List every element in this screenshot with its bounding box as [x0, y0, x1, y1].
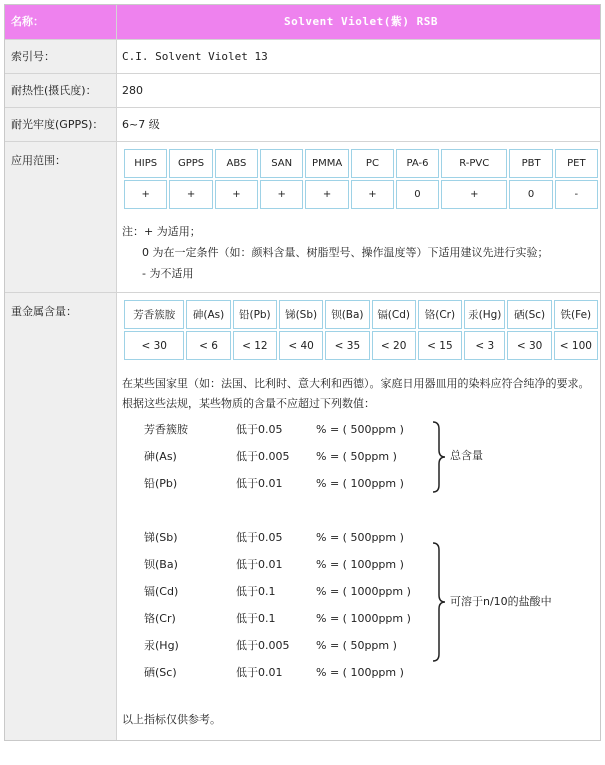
- substance-ppm: % = ( 100ppm ): [316, 477, 404, 490]
- substance-limit: 低于0.01: [236, 558, 283, 571]
- index-row: [5, 40, 600, 74]
- heavy-metals-label: 重金属含量：: [5, 293, 117, 740]
- light-row: [5, 108, 600, 142]
- metal-value-cell: < 100: [554, 331, 598, 360]
- metals-value-row: [124, 331, 598, 360]
- applications-notes: [122, 221, 600, 284]
- soluble-hcl-label: 可溶于n/10的盐酸中: [450, 595, 552, 608]
- metal-header-cell: 铬(Cr): [418, 300, 462, 329]
- index-value: C.I. Solvent Violet 13: [122, 50, 268, 63]
- brace-icon: [432, 541, 446, 663]
- metal-header-cell: 砷(As): [186, 300, 230, 329]
- app-header-cell: GPPS: [169, 149, 212, 178]
- substance-limit: 低于0.05: [236, 423, 283, 436]
- light-value: 6~7 级: [122, 118, 160, 131]
- app-header-cell: PMMA: [305, 149, 349, 178]
- applications-header-row: [124, 149, 598, 178]
- app-value-cell: +: [124, 180, 167, 209]
- substance-name: 铬(Cr): [144, 612, 176, 625]
- metal-value-cell: < 6: [186, 331, 230, 360]
- app-header-cell: PET: [555, 149, 598, 178]
- app-header-cell: ABS: [215, 149, 258, 178]
- substance-name: 钡(Ba): [144, 558, 178, 571]
- substance-name: 铅(Pb): [144, 477, 178, 490]
- substance-ppm: % = ( 50ppm ): [316, 639, 397, 652]
- metal-header-cell: 硒(Sc): [507, 300, 551, 329]
- substance-ppm: % = ( 1000ppm ): [316, 612, 411, 625]
- brace-icon: [432, 420, 446, 494]
- app-value-cell: +: [441, 180, 507, 209]
- heavy-metals-table: [122, 298, 600, 362]
- heavy-metals-row: [5, 293, 600, 740]
- metal-header-cell: 镉(Cd): [372, 300, 416, 329]
- metal-value-cell: < 3: [464, 331, 505, 360]
- app-value-cell: +: [351, 180, 394, 209]
- note-line: 0 为在一定条件（如：颜料含量、树脂型号、操作温度等）下适用建议先进行实验；: [142, 246, 549, 259]
- metal-header-cell: 芳香簇胺: [124, 300, 184, 329]
- metals-header-row: [124, 300, 598, 329]
- substance-name: 芳香簇胺: [144, 423, 188, 436]
- metal-value-cell: < 20: [372, 331, 416, 360]
- metal-header-cell: 汞(Hg): [464, 300, 505, 329]
- app-value-cell: +: [260, 180, 303, 209]
- app-value-cell: +: [215, 180, 258, 209]
- note-line: 注：+ 为适用；: [122, 225, 201, 238]
- substance-limit: 低于0.005: [236, 450, 290, 463]
- light-label: 耐光牢度(GPPS)：: [5, 108, 117, 141]
- metal-header-cell: 铁(Fe): [554, 300, 598, 329]
- applications-row: [5, 142, 600, 293]
- applications-label: 应用范围：: [5, 142, 117, 292]
- metal-value-cell: < 30: [124, 331, 184, 360]
- substance-name: 汞(Hg): [144, 639, 179, 652]
- app-value-cell: -: [555, 180, 598, 209]
- applications-value-row: [124, 180, 598, 209]
- app-header-cell: HIPS: [124, 149, 167, 178]
- index-label: 索引号：: [5, 40, 117, 73]
- substance-limit: 低于0.1: [236, 585, 276, 598]
- substance-limit: 低于0.05: [236, 531, 283, 544]
- substance-limit: 低于0.01: [236, 477, 283, 490]
- app-header-cell: PBT: [509, 149, 552, 178]
- substance-limit: 低于0.01: [236, 666, 283, 679]
- metal-header-cell: 铅(Pb): [233, 300, 277, 329]
- substance-name: 锑(Sb): [144, 531, 178, 544]
- limits-list: 芳香簇胺 低于0.05 % = ( 500ppm ) 砷(As) 低于0.005 % = ( 50ppm ) 铅(Pb) 低于0.01 % = ( 100ppm ) 总含量 锑(Sb) 低于0.05 % = ( 500ppm ) 钡(Ba) 低于0.01 % = ( 100ppm ) 镉(Cd) 低于0.1 % = ( 1000ppm ) 铬(Cr) 低于0.1 % = ( 1000ppm ) 汞(Hg) 低于0.005 % = ( 50ppm ) 硒(Sc) 低于0.01 % = ( 100ppm ) 可溶于n/10的盐酸中 以上指标仅供参考。: [122, 420, 600, 740]
- regulation-paragraph: 在某些国家里（如：法国、比利时、意大利和西德）。家庭日用器皿用的染料应符合纯净的要求。根据这些法规，某些物质的含量不应超过下列数值：: [122, 377, 590, 410]
- heat-label: 耐热性(摄氏度)：: [5, 74, 117, 107]
- product-name: Solvent Violet(紫) RSB: [117, 5, 600, 39]
- metal-value-cell: < 12: [233, 331, 277, 360]
- substance-ppm: % = ( 100ppm ): [316, 666, 404, 679]
- app-value-cell: +: [169, 180, 212, 209]
- substance-ppm: % = ( 50ppm ): [316, 450, 397, 463]
- metal-header-cell: 钡(Ba): [325, 300, 369, 329]
- header-row: [5, 5, 600, 40]
- substance-ppm: % = ( 1000ppm ): [316, 585, 411, 598]
- app-value-cell: 0: [509, 180, 552, 209]
- substance-limit: 低于0.005: [236, 639, 290, 652]
- app-header-cell: SAN: [260, 149, 303, 178]
- substance-ppm: % = ( 500ppm ): [316, 531, 404, 544]
- app-header-cell: PC: [351, 149, 394, 178]
- app-header-cell: R-PVC: [441, 149, 507, 178]
- app-value-cell: +: [305, 180, 349, 209]
- heat-value: 280: [122, 84, 143, 97]
- metal-value-cell: < 35: [325, 331, 369, 360]
- total-content-label: 总含量: [450, 449, 483, 462]
- substance-name: 镉(Cd): [144, 585, 179, 598]
- substance-ppm: % = ( 500ppm ): [316, 423, 404, 436]
- note-line: - 为不适用: [142, 267, 194, 280]
- name-label: 名称：: [5, 5, 117, 39]
- metal-value-cell: < 40: [279, 331, 323, 360]
- substance-limit: 低于0.1: [236, 612, 276, 625]
- app-header-cell: PA-6: [396, 149, 439, 178]
- metal-header-cell: 锑(Sb): [279, 300, 323, 329]
- app-value-cell: 0: [396, 180, 439, 209]
- substance-name: 硒(Sc): [144, 666, 177, 679]
- substance-name: 砷(As): [144, 450, 177, 463]
- metal-value-cell: < 15: [418, 331, 462, 360]
- applications-table: [122, 147, 600, 211]
- heat-row: [5, 74, 600, 108]
- product-spec-table: [4, 4, 601, 741]
- substance-ppm: % = ( 100ppm ): [316, 558, 404, 571]
- metal-value-cell: < 30: [507, 331, 551, 360]
